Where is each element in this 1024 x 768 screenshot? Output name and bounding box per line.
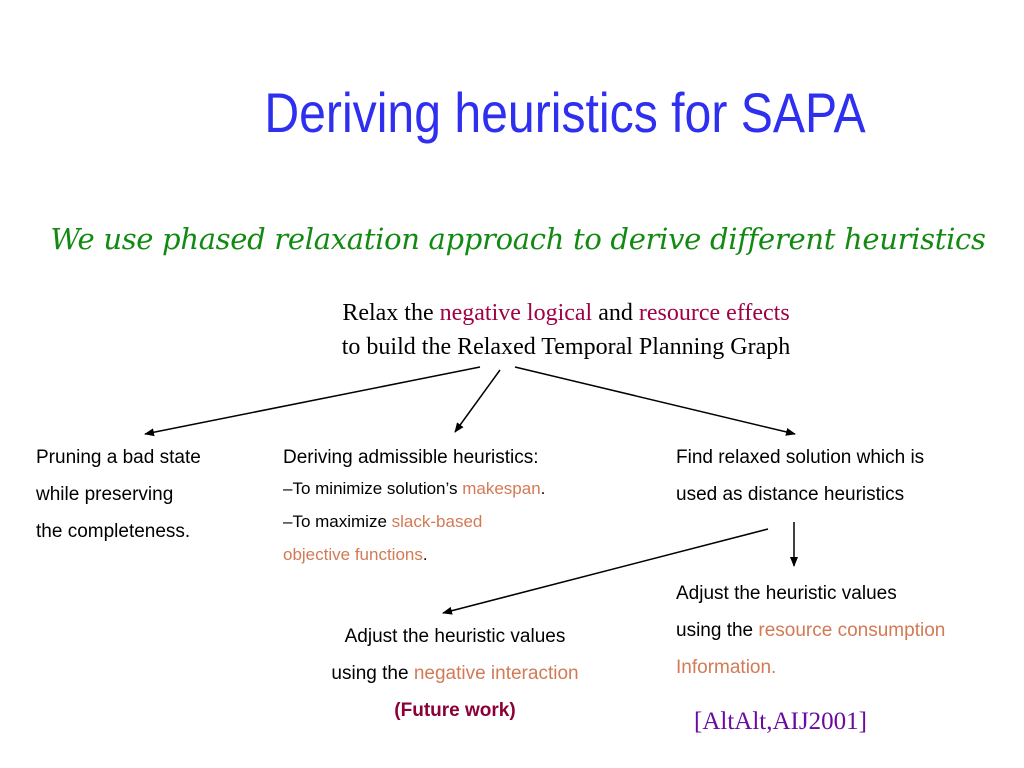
highlight-information: Information.	[676, 657, 777, 678]
arrow-to-admissible	[455, 370, 500, 432]
pruning-line: Pruning a bad state	[36, 447, 201, 468]
root-highlight-resource-effects: resource effects	[638, 300, 790, 326]
admissible-node	[283, 439, 545, 571]
pruning-line: the completeness.	[36, 521, 191, 542]
relaxed-line: Find relaxed solution which is	[676, 447, 925, 468]
citation: [AltAlt,AIJ2001]	[694, 708, 867, 735]
resource-line	[676, 612, 945, 649]
interaction-text: using the	[331, 663, 414, 684]
pruning-line: while preserving	[36, 484, 174, 505]
slide-subtitle: We use phased relaxation approach to derive different heuristics	[50, 222, 986, 256]
item-text: –To maximize	[283, 512, 392, 531]
highlight-resource-consumption: resource consumption	[758, 620, 946, 641]
interaction-adjust-node	[305, 618, 605, 729]
future-work-label: (Future work)	[394, 700, 516, 721]
root-text: and	[592, 300, 639, 326]
slide-title: Deriving heuristics for SAPA	[264, 81, 866, 144]
admissible-heading: Deriving admissible heuristics:	[283, 447, 539, 468]
highlight-slack-based: slack-based	[391, 512, 483, 531]
admissible-item-objective	[283, 538, 545, 571]
item-text: –To minimize solution’s	[283, 479, 463, 498]
relaxed-line: used as distance heuristics	[676, 484, 905, 505]
resource-adjust-node	[676, 575, 945, 686]
interaction-line	[305, 655, 605, 692]
pruning-node	[36, 439, 201, 550]
root-highlight-negative-logical: negative logical	[439, 300, 593, 326]
admissible-item-makespan	[283, 472, 545, 505]
arrow-to-pruning	[145, 367, 480, 434]
root-text: Relax the	[342, 300, 440, 326]
resource-text: using the	[676, 620, 759, 641]
resource-line: Adjust the heuristic values	[676, 583, 897, 604]
interaction-line: Adjust the heuristic values	[344, 626, 566, 647]
relaxed-solution-node	[676, 439, 924, 513]
item-end: .	[540, 479, 546, 498]
root-node-line2: to build the Relaxed Temporal Planning Graph	[341, 334, 791, 360]
highlight-negative-interaction: negative interaction	[413, 663, 579, 684]
admissible-item-slack	[283, 505, 545, 538]
highlight-objective-functions: objective functions	[283, 545, 423, 564]
arrow-to-relaxed-solution	[515, 367, 795, 434]
item-end: .	[422, 545, 428, 564]
highlight-makespan: makespan	[462, 479, 541, 498]
